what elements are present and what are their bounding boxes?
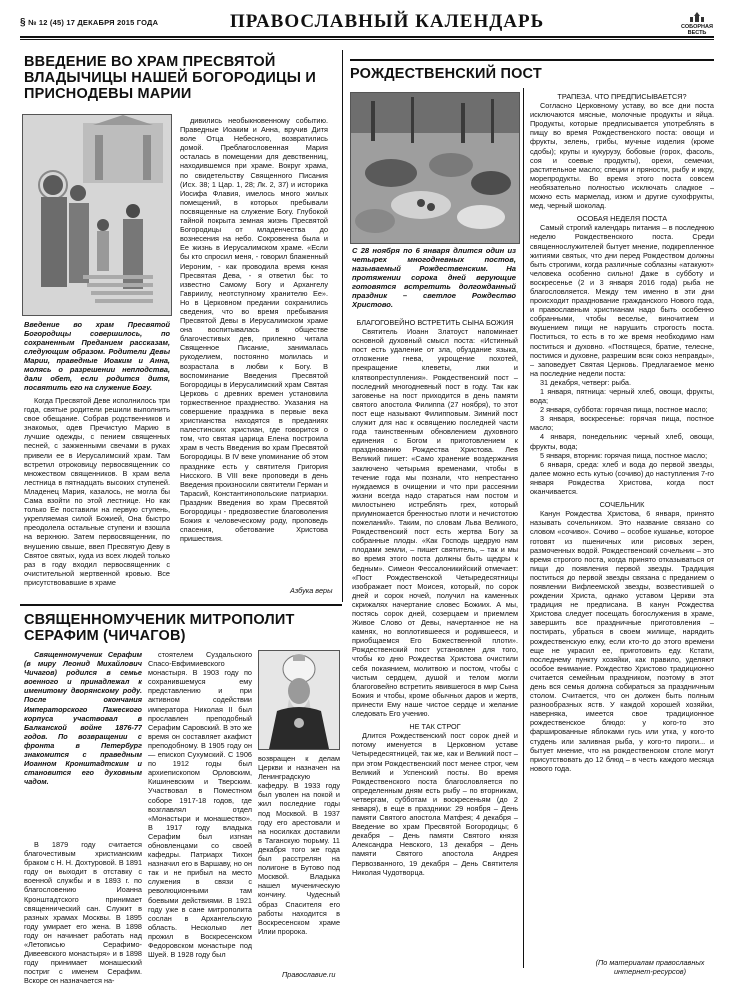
article2-lead: Священномученик Серафим (в миру Леонид Михайлович Чичагов) родился в семье военного и принадлежал к именитому дворянскому роду. После окончания Императорского Пажеского корпуса участвовал в Балканской войне 1876-77 годов. По возвращении с фронта в Петербург знакомится с праведным Иоанном Кронштадтским и становится его духовным чадом. (24, 650, 142, 787)
article1-column1 (24, 396, 170, 596)
decor-icon: § (20, 17, 26, 28)
article2-text3: возвращен к делам Церкви и назначен на Ленинградскую кафедру. В 1933 году был уволен на покой и жил последние годы под Москвой. В 1937 году его арестовали и на носилках доставили в Таганскую тюрьму. 11 декабря того же года был расстрелян на полигоне в Бутово под Москвой. Владыка нашел мученическую кончину. Чудесный образ Спасителя его работы находится в Воскресенском храме Илии пророка. (258, 754, 340, 936)
article2-text1: В 1879 году считается благочестивым христианским браком с Н. Н. Дохтуровой. В 1891 году он выходит в отставку с военной службы и в 1893 г. по благословению Иоанна Кронштадтского принимает священнический сан. Служит в разных храмах Москвы. В 1895 году умирает его жена. В 1898 году он начинает работать над «Летописью Серафимо-Дивеевского монастыря» и в 1898 году принимает монашеский постриг с именем Серафим. Вскоре он назначается на- (24, 840, 142, 986)
subhead-ne-tak-strog: НЕ ТАК СТРОГ (409, 722, 461, 732)
subhead-sochelnik: СОЧЕЛЬНИК (599, 500, 645, 510)
column-divider-left (342, 50, 343, 602)
article3-title-rule (350, 59, 714, 61)
article3-textA: Святитель Иоанн Златоуст напоминает основной духовный смысл поста: «Истинный пост есть удаление от зла, обуздание языка, отложение гнева, укрощение похотей, прекращение клеветы, лжи и клятвопреступления». Рождественский пост – последний многодневный пост в году. Так как заговенье на пост приходится в день памяти святого апостола Филиппа (27 ноября), то этот пост еще называют Филипповым. Зимний пост служит для нас к освящению последней части года таинственным обновлением духовного единения с Богом и приготовлением к празднованию Рождества Христова. Лев Великий пишет: «Само хранение воздержания заключено четырьмя временами, чтобы в течение года мы познали, что непрестанно нуждаемся в очищении и что при рассеянии жизни всегда надо стараться нам постом и милостынею истреблять грех, который приумножается бренностью плоти и нечистотою пожеланий». Таким, по словам Льва Великого, Рождественский пост есть жертва Богу за собранные плоды. «Как Господь щедрую нам плодами земли, – пишет святитель, – так и мы во время этого поста должны быть щедры к бедным». Симеон Фессалоникийский отмечает: «Пост Рождественской Четыредесятницы изображает пост Моисея, который, по сорок дней и сорок ночей, получил на каменных скрижалях начертание словес Божиих. А мы, постясь сорок дней, созерцаем и приемлем Живое Слово от Девы, начертанное не на камнях, но воплотившееся и родившееся, и приобщаемся Его Божественной плоти». Рождественский пост установлен для того, чтобы ко дню Рождества Христова очистили себя покаянием, молитвою и постом, чтобы с чистым сердцем, душой и телом могли благоговейно встретить явившегося в мир Сына Божия и чтобы, кроме обычных даров и жертв, принести Ему наше чистое сердце и желание следовать Его учению. (352, 327, 518, 719)
section-rule (20, 604, 342, 606)
article3-textA2: Длится Рождественский пост сорок дней и потому именуется в Церковном уставе Четыредесятницей, так же, как и Великий пост – при этом Рождественский пост менее строг, чем Великий и Успенский посты. Во время Рождественского поста благословляется по определенным дням есть рыбу – по вторникам, четвергам, субботам и воскресеньям (до 2 января), в еще в праздники: 29 ноября – День памяти Святого апостола Матфея; 4 декабря – Введение во храм Пресвятой Богородицы; 6 декабря – День памяти Святого князя Александра Невского, 13 декабря – День памяти Святого апостола Андрея Первозванного, 19 декабря – День Святителя Николая Чудотворца. (352, 731, 518, 877)
portrait-photo (259, 651, 339, 749)
article3-columnA (352, 314, 518, 994)
article1-source: Азбука веры (290, 586, 333, 595)
page-header (20, 8, 714, 38)
article1-column2 (180, 116, 328, 586)
article2-column1 (24, 840, 142, 990)
newspaper-page (20, 8, 714, 993)
article2-column3 (258, 754, 340, 968)
section-title: ПРАВОСЛАВНЫЙ КАЛЕНДАРЬ (230, 11, 545, 32)
menu-item: 31 декабря, четверг: рыба. (540, 377, 632, 387)
article2-text2: стоятелем Суздальского Спасо-Евфимиевского монастыря. В 1903 году по сохранившемуся ему представлению и при активном содействии императора Николая II был прославлен преподобный Серафим Саровский. В это же время он составляет акафист преподобному. В 1905 году он — епископ Сухумский. С 1906 по 1912 годы был архиепископом Орловским, Кишиневским и Тверским. Участвовал в Поместном соборе 1917-18 годов, где возглавлял отдел «Монастыри и монашество». В 1917 году владыка Серафим был изгнан обновленцами со своей кафедры. Патриарх Тихон назначил его в Варшаву, но он так и не прибыл на место служения в связи с революционными там боевыми действиями. В 1921 году уже в сане митрополита сослан в Архангельскую область. Несколько лет прожил в Воскресенском Федоровском монастыре под Шуей. В 1928 году был (148, 650, 252, 960)
issue-line: § № 12 (45) 17 ДЕКАБРЯ 2015 ГОДА (20, 17, 159, 28)
article3-textB3: Канун Рождества Христова, 6 января, принято называть сочельником. Это название связано со словом «сочиво». Сочиво – особое кушанье, которое готовят из пшеничных или рисовых зерен, размоченных водой. Рождественский сочельник – это время строгого поста, когда принято отказываться от пищи до появления первой звезды. Традиция поститься до первой звезды связана с преданием о появлении Вифлеемской звезды, возвестившей о рождении Христа, однако уставом Церкви эта традиция не предписана. В канун Рождества Христова следует посещать богослужения в храме, завершить все праздничные приготовления – постирать, убраться в своем жилище, нарядить рождественскую елку, если кто-то до этого времени еще не украсил ее, приготовить еду. Кстати, последнему пункту хозяйки, как правило, уделяют особое внимание. Рождество Христово традиционно считается семейным праздником, поэтому в этот день вся семья должна собираться за праздничным столом. Считается, что он должен быть полным разнообразных яств. У каждой хорошей хозяйки, наверняка, имеется свое традиционное рождественское блюдо: у кого-то это фаршированные яблоками гусь или утка, у кого-то студень или заливная рыба, у кого-то пироги... и бытует мнение, что на рождественском столе могут присутствовать до 12 блюд – в честь каждого месяца нового года. (530, 509, 714, 773)
icon-vvedenie-image (22, 114, 172, 316)
article3-textB2: Самый строгий календарь питания – в последнюю неделю Рождественского поста. Среди священнослужителей бытует мнение, подкрепленное житиями святых, что дни перед Рождеством должны быть строгими, когда различные соблазны «атакуют» человека особенно сильно! Даже в субботу и воскресенье (2 и 3 января 2016 года) рыба не благословляется. Между тем именно в эти дни происходит празднование гражданского Нового года, и православным христианам надо быть особенно собранными, чтобы веселье, виночитием и вкушением пищи не нарушить строгость поста. Поститься, то есть в то же время необходимо нам поститься и духовно. «Постящеся, братие, телесне, постимся и духовне, разрешим всяк союз неправды», – заповедует Святая Церковь. Предлагаемое меню на последние недели поста: (530, 223, 714, 378)
caption-vvedenie: Введение во храм Пресвятой Богородицы совершилось, по сохраненным Преданием рассказам, следующим образом. Родители Девы Марии, праведные Иоаким и Анна, молясь о разрешении неплодства, дали обет, если родится дитя, посвятить его на служение Богу. (24, 320, 170, 392)
menu-item: 2 января, суббота: горячая пища, постное масло; (540, 405, 708, 415)
header-rule-thin (20, 39, 714, 40)
fasting-table-image (351, 93, 519, 243)
church-icon (688, 12, 706, 22)
subhead-trapeza: ТРАПЕЗА. ЧТО ПРЕДПИСЫВАЕТСЯ? (557, 92, 687, 101)
article2-column2 (148, 650, 252, 990)
article3-columnB (530, 88, 714, 956)
column-divider-right (523, 88, 524, 968)
caption-post: С 28 ноября по 6 января длится один из четырех многодневных постов, называемый Рождественским. На протяжении сорока дней верующие готовятся встретить долгожданный праздник – светлое Рождество Христово. (352, 246, 516, 309)
menu-item: 3 января, воскресенье: горячая пища, постное масло; (530, 414, 714, 433)
article3-textB: Согласно Церковному уставу, во все дни поста исключаются мясные, молочные продукты и яйца. Продукты, которые предписывается употреблять в пищу во время Рождественского поста: овощи и фрукты, зелень, грибы, мучные изделия (кроме сдобы); крупы и кукурузу, бобовые (горох, фасоль, соя и соевые продукты), орехи, семечки, растительное масло; специи и пряности, рыбу и икру, морепродукты. Во время этого поста совсем необязательно полностью исключать сладкое – можно есть мармелад, изюм и другие сухофрукты, мед, черный шоколад. (530, 101, 714, 211)
menu-item: 6 января, среда: хлеб и вода до первой звезды, далее можно есть кутью (сочиво) до наступления 7-го января Рождества Христова, когда пост оканчивается. (530, 459, 714, 497)
subhead-blagogoveyno: БЛАГОГОВЕЙНО ВСТРЕТИТЬ СЫНА БОЖИЯ (356, 318, 514, 327)
icon-painting (23, 115, 171, 315)
header-rule (20, 36, 714, 38)
menu-item: 5 января, вторник: горячая пища, постное масло; (540, 450, 708, 460)
portrait-serafim-image (258, 650, 340, 750)
menu-item: 4 января, понедельник: черный хлеб, овощи, фрукты, вода; (530, 432, 714, 451)
article-title-post: РОЖДЕСТВЕНСКИЙ ПОСТ (350, 66, 542, 82)
menu-item: 1 января, пятница: черный хлеб, овощи, фрукты, вода; (530, 387, 714, 406)
article1-text1: Когда Пресвятой Деве исполнилось три года, святые родители решили выполнить свое обещание. Собрав родственников и знакомых, одев Пречистую Марию в лучшие одежды, с пением священных песней, с зажженными свечами в руках привели ее в Иерусалимский храм. Там встретил отроковицу первосвященник со множеством священников. В храм вела лестница в пятнадцать высоких ступеней. Младенец Мария, казалось, не могла бы Сама взойти по этой лестнице. Но как только Ее поставили на первую ступень, укрепляемая силой Божией, Она быстро преодолела остальные ступени и взошла на верхнюю. Затем первосвященник, по внушению свыше, ввел Пресвятую Деву в Святое святых, куда из всех людей только раз в году входил первосвященник с очистительной жертвенной кровью. Все присутствовавшие в храме (24, 396, 170, 587)
article3-source: (По материалам православных интернет-ресурсов) (595, 958, 705, 976)
logo: СОБОРНАЯ ВЕСТЬ (680, 12, 714, 32)
article-title-vvedenie: ВВЕДЕНИЕ ВО ХРАМ ПРЕСВЯТОЙ ВЛАДЫЧИЦЫ НАШЕЙ БОГОРОДИЦЫ И ПРИСНОДЕВЫ МАРИИ (24, 54, 317, 102)
article2-source: Православие.ru (282, 970, 336, 979)
article1-text2: дивились необыкновенному событию. Праведные Иоаким и Анна, вручив Дитя воле Отца Небесного, возвратились домой. Преблагословенная Мария осталась в помещении для девственниц, находившемся при храме. Вокруг храма, по свидетельству Священного Писания (Исх. 38; 1 Цар. 1, 28; Лк. 2, 37) и историка Иосифа Флавия, имелось много жилых помещений, в которых пребывали посвященные на служение Богу. Глубокой тайной покрыта земная жизнь Пресвятой Богородицы от младенчества до вознесения на небо. Сокровенна была и Ее жизнь в Иерусалимском храме. «Если бы кто спросил меня, - говорил блаженный Иероним, - как проводила время юная Пресвятая Дева, - я ответил бы: то известно Самому Богу и Архангелу Гавриилу, неотступному хранителю Ее». Но в Церковном предании сохранились сведения, что во время пребывания Пресвятой Девы в Иерусалимском храме она воспитывалась в обществе благочестивых дев, прилежно читала Священное Писание, занималась рукоделием, постоянно молилась и возрастала в любви к Богу. В воспоминание Введения Пресвятой Богородицы в Иерусалимский храм Святая Церковь с древних времен установила торжественное празднество. Указания на совершение праздника в первые века христианства находятся в преданиях палестинских христиан, где говорится о том, что святая царица Елена построила храм в честь Введения во храм Пресвятой Богородицы. В IV веке упоминание об этом празднике есть у святителя Григория Нисского. В VIII веке проповеди в день Введения произносили святители Герман и Тарасий, Константинопольские патриархи. Праздник Введения во храм Пресвятой Богородицы - предвозвестие благоволения Божия к человеческому роду, проповедь спасения, обетование Христова пришествия. (180, 116, 328, 544)
food-photo (350, 92, 520, 244)
article-title-serafim: СВЯЩЕННОМУЧЕНИК МИТРОПОЛИТ СЕРАФИМ (ЧИЧАГОВ) (24, 612, 295, 644)
subhead-osobaya-nedelya: ОСОБАЯ НЕДЕЛЯ ПОСТА (576, 214, 668, 224)
